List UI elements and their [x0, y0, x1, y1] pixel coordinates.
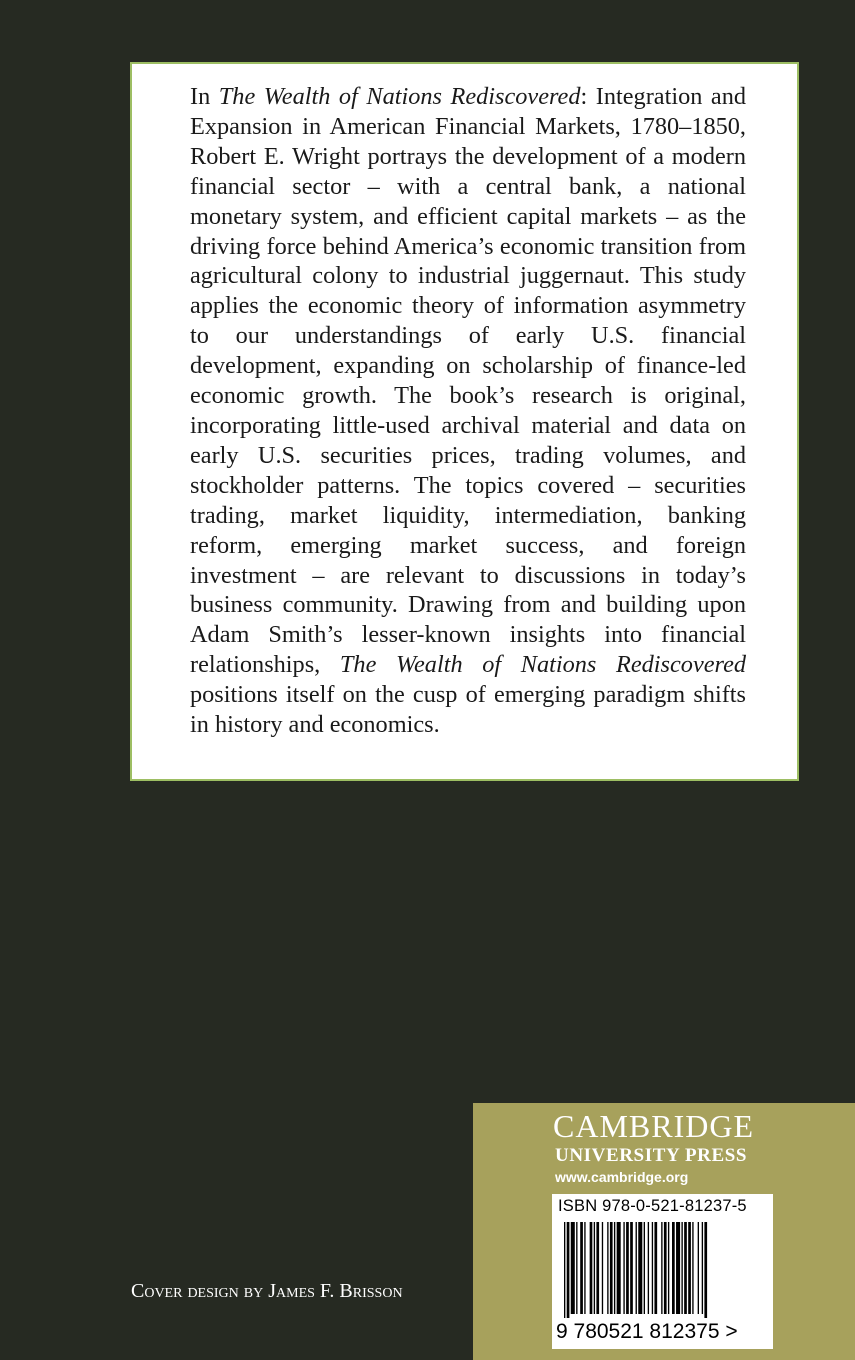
publisher-panel	[473, 1103, 855, 1360]
barcode-icon	[564, 1222, 760, 1318]
book-title-italic-2: The Wealth of Nations Rediscovered	[339, 651, 746, 679]
blurb-box	[130, 62, 799, 781]
blurb-text	[190, 82, 746, 740]
blurb-closing: positions itself on the cusp of emerging paradigm shifts in history and economics.	[190, 681, 746, 739]
book-title-italic: The Wealth of Nations Rediscovered	[218, 83, 581, 110]
blurb-body: : Integration and Expansion in American Financial Markets, 1780–1850, Robert E. Wright portrays the development of a modern financial sector – with a central bank, a national monetary system, and efficient capital markets – as the driving force behind America’s economic transition from agricultural colony to industrial juggernaut. This study applies the economic theory of information asymmetry to our understandings of early U.S. financial development, expanding on scholarship of finance-led economic growth. The book’s research is original, incorporating little-used archival material and data on early U.S. securities prices, trading volumes, and stockholder patterns. The topics covered – securities trading, market liquidity, intermediation, banking reform, emerging market success, and foreign investment – are relevant to discussions in today’s business community. Drawing from and building upon Adam Smith’s lesser-known insights into financial relationships,	[190, 83, 746, 679]
publisher-subname: UNIVERSITY PRESS	[555, 1145, 748, 1166]
cover-design-credit: Cover design by James F. Brisson	[131, 1280, 403, 1302]
publisher-url: www.cambridge.org	[555, 1169, 689, 1185]
isbn-box	[552, 1194, 773, 1349]
blurb-lead: In	[190, 83, 211, 110]
publisher-name: CAMBRIDGE	[553, 1108, 755, 1144]
barcode-digits: 9 780521 812375 >	[556, 1320, 738, 1343]
isbn-label: ISBN 978-0-521-81237-5	[558, 1197, 747, 1215]
